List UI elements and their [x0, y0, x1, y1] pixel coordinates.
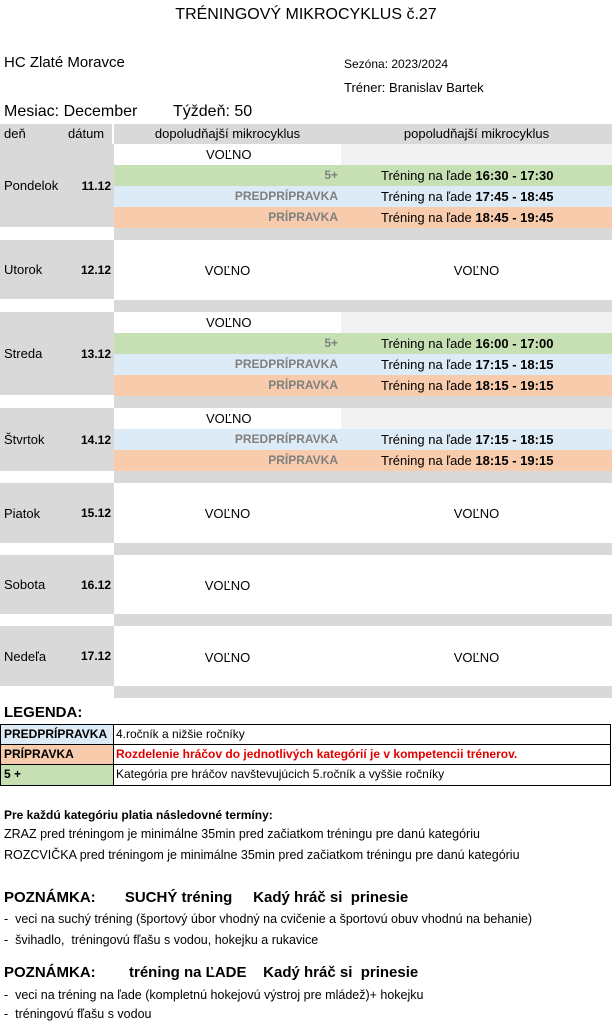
- category-label: 5+: [114, 333, 341, 354]
- free-label: VOĽNO: [204, 506, 251, 521]
- day-name: Streda: [0, 312, 62, 395]
- training-time: 17:15 - 18:15: [475, 432, 554, 447]
- training-text: Tréning na ľade: [381, 378, 476, 393]
- free-label: VOĽNO: [114, 144, 341, 165]
- day-date: 15.12: [62, 483, 114, 543]
- legend-value: Kategória pre hráčov navštevujúcich 5.ročník a vyššie ročníky: [116, 767, 445, 781]
- separator-bar: [114, 300, 612, 312]
- separator-bar: [114, 471, 612, 483]
- note-heading: POZNÁMKA: SUCHÝ tréning Kadý hráč si prinesie: [4, 889, 409, 906]
- schedule-row: [114, 312, 612, 333]
- column-header-date: dátum: [62, 124, 112, 144]
- free-label: VOĽNO: [453, 650, 500, 665]
- free-label: VOĽNO: [204, 650, 251, 665]
- terms-heading: Pre každú kategóriu platia následovné termíny:: [4, 808, 273, 822]
- empty-cell: [341, 408, 612, 429]
- schedule-row: [114, 429, 612, 450]
- separator-bar: [114, 228, 612, 240]
- legend-key: 5 +: [1, 765, 114, 785]
- training-time: 18:15 - 19:15: [475, 378, 554, 393]
- day-name: Štvrtok: [0, 408, 62, 471]
- empty-cell: [341, 312, 612, 333]
- legend-table: [0, 724, 611, 786]
- separator-bar: [114, 686, 612, 698]
- week-label: Týždeň: 50: [173, 103, 253, 120]
- category-label: PREDPRÍPRAVKA: [114, 354, 341, 375]
- season-label: Sezóna: 2023/2024: [344, 57, 449, 71]
- training-slot: [341, 333, 612, 354]
- legend-key: PREDPRÍPRAVKA: [1, 725, 114, 744]
- note-heading: POZNÁMKA: tréning na ĽADE Kadý hráč si prinesie: [4, 964, 419, 981]
- category-label: PRÍPRAVKA: [114, 207, 341, 228]
- separator-bar: [114, 614, 612, 626]
- category-label: PRÍPRAVKA: [114, 450, 341, 471]
- schedule-row: [114, 375, 612, 396]
- day-date: 13.12: [62, 312, 114, 395]
- legend-row: [1, 725, 610, 745]
- column-header-morning: dopoludňajší mikrocyklus: [114, 124, 341, 144]
- schedule-row: [114, 186, 612, 207]
- day-date: 14.12: [62, 408, 114, 471]
- training-text: Tréning na ľade: [381, 168, 476, 183]
- schedule-row: [114, 450, 612, 471]
- training-time: 16:00 - 17:00: [475, 336, 554, 351]
- separator-bar: [114, 543, 612, 555]
- trainer-label: Tréner: Branislav Bartek: [344, 80, 484, 95]
- free-label: VOĽNO: [204, 263, 251, 278]
- free-label: VOĽNO: [453, 506, 500, 521]
- training-text: Tréning na ľade: [381, 336, 476, 351]
- free-label: VOĽNO: [114, 312, 341, 333]
- training-slot: [341, 450, 612, 471]
- separator-bar: [114, 396, 612, 408]
- training-slot: [341, 354, 612, 375]
- note-line: - švihadlo, tréningovú fľašu s vodou, hokejku a rukavice: [4, 933, 319, 947]
- day-name: Sobota: [0, 555, 62, 614]
- free-label: VOĽNO: [453, 263, 500, 278]
- free-label: VOĽNO: [114, 408, 341, 429]
- schedule-row: [114, 333, 612, 354]
- day-name: Nedeľa: [0, 626, 62, 686]
- legend-key: PRÍPRAVKA: [1, 745, 114, 764]
- schedule-row: [114, 144, 612, 165]
- terms-line: ROZCVIČKA pred tréningom je minimálne 35min pred začiatkom tréningu pre danú kategóriu: [4, 848, 520, 862]
- note-line: - veci na tréning na ľade (kompletnú hokejovú výstroj pre mládež)+ hokejku: [4, 988, 424, 1002]
- legend-title: LEGENDA:: [4, 704, 83, 721]
- day-name: Piatok: [0, 483, 62, 543]
- legend-value: Rozdelenie hráčov do jednotlivých kategórií je v kompetencii trénerov.: [116, 747, 518, 761]
- day-date: 16.12: [62, 555, 114, 614]
- category-label: PREDPRÍPRAVKA: [114, 429, 341, 450]
- column-header-afternoon: popoludňajší mikrocyklus: [341, 124, 612, 144]
- month-label: Mesiac: December: [4, 103, 138, 120]
- training-slot: [341, 165, 612, 186]
- day-name: Utorok: [0, 240, 62, 299]
- training-text: Tréning na ľade: [381, 453, 476, 468]
- schedule-row: [114, 165, 612, 186]
- legend-value: 4.ročník a nižšie ročníky: [116, 727, 245, 741]
- category-label: 5+: [114, 165, 341, 186]
- day-date: 12.12: [62, 240, 114, 299]
- training-time: 18:15 - 19:15: [475, 453, 554, 468]
- training-text: Tréning na ľade: [381, 189, 476, 204]
- day-name: Pondelok: [0, 144, 62, 227]
- training-slot: [341, 375, 612, 396]
- empty-cell: [341, 144, 612, 165]
- day-date: 17.12: [62, 626, 114, 686]
- free-label: VOĽNO: [204, 578, 251, 593]
- training-time: 18:45 - 19:45: [475, 210, 554, 225]
- legend-row: [1, 745, 610, 765]
- training-time: 16:30 - 17:30: [475, 168, 554, 183]
- training-slot: [341, 429, 612, 450]
- training-slot: [341, 186, 612, 207]
- club-name: HC Zlaté Moravce: [4, 54, 125, 71]
- category-label: PRÍPRAVKA: [114, 375, 341, 396]
- training-slot: [341, 207, 612, 228]
- note-line: - tréningovú fľašu s vodou: [4, 1007, 152, 1021]
- legend-row: [1, 765, 610, 785]
- schedule-row: [114, 207, 612, 228]
- training-time: 17:15 - 18:15: [475, 357, 554, 372]
- schedule-row: [114, 354, 612, 375]
- training-time: 17:45 - 18:45: [475, 189, 554, 204]
- terms-line: ZRAZ pred tréningom je minimálne 35min pred začiatkom tréningu pre danú kategóriu: [4, 827, 480, 841]
- training-text: Tréning na ľade: [381, 210, 476, 225]
- page-title: TRÉNINGOVÝ MIKROCYKLUS č.27: [175, 6, 437, 23]
- training-text: Tréning na ľade: [381, 432, 476, 447]
- column-header-day: deň: [0, 124, 62, 144]
- day-date: 11.12: [62, 144, 114, 227]
- training-text: Tréning na ľade: [381, 357, 476, 372]
- note-line: - veci na suchý tréning (športový úbor vhodný na cvičenie a športovú obuv vhodnú na behanie): [4, 912, 533, 926]
- schedule-row: [114, 408, 612, 429]
- category-label: PREDPRÍPRAVKA: [114, 186, 341, 207]
